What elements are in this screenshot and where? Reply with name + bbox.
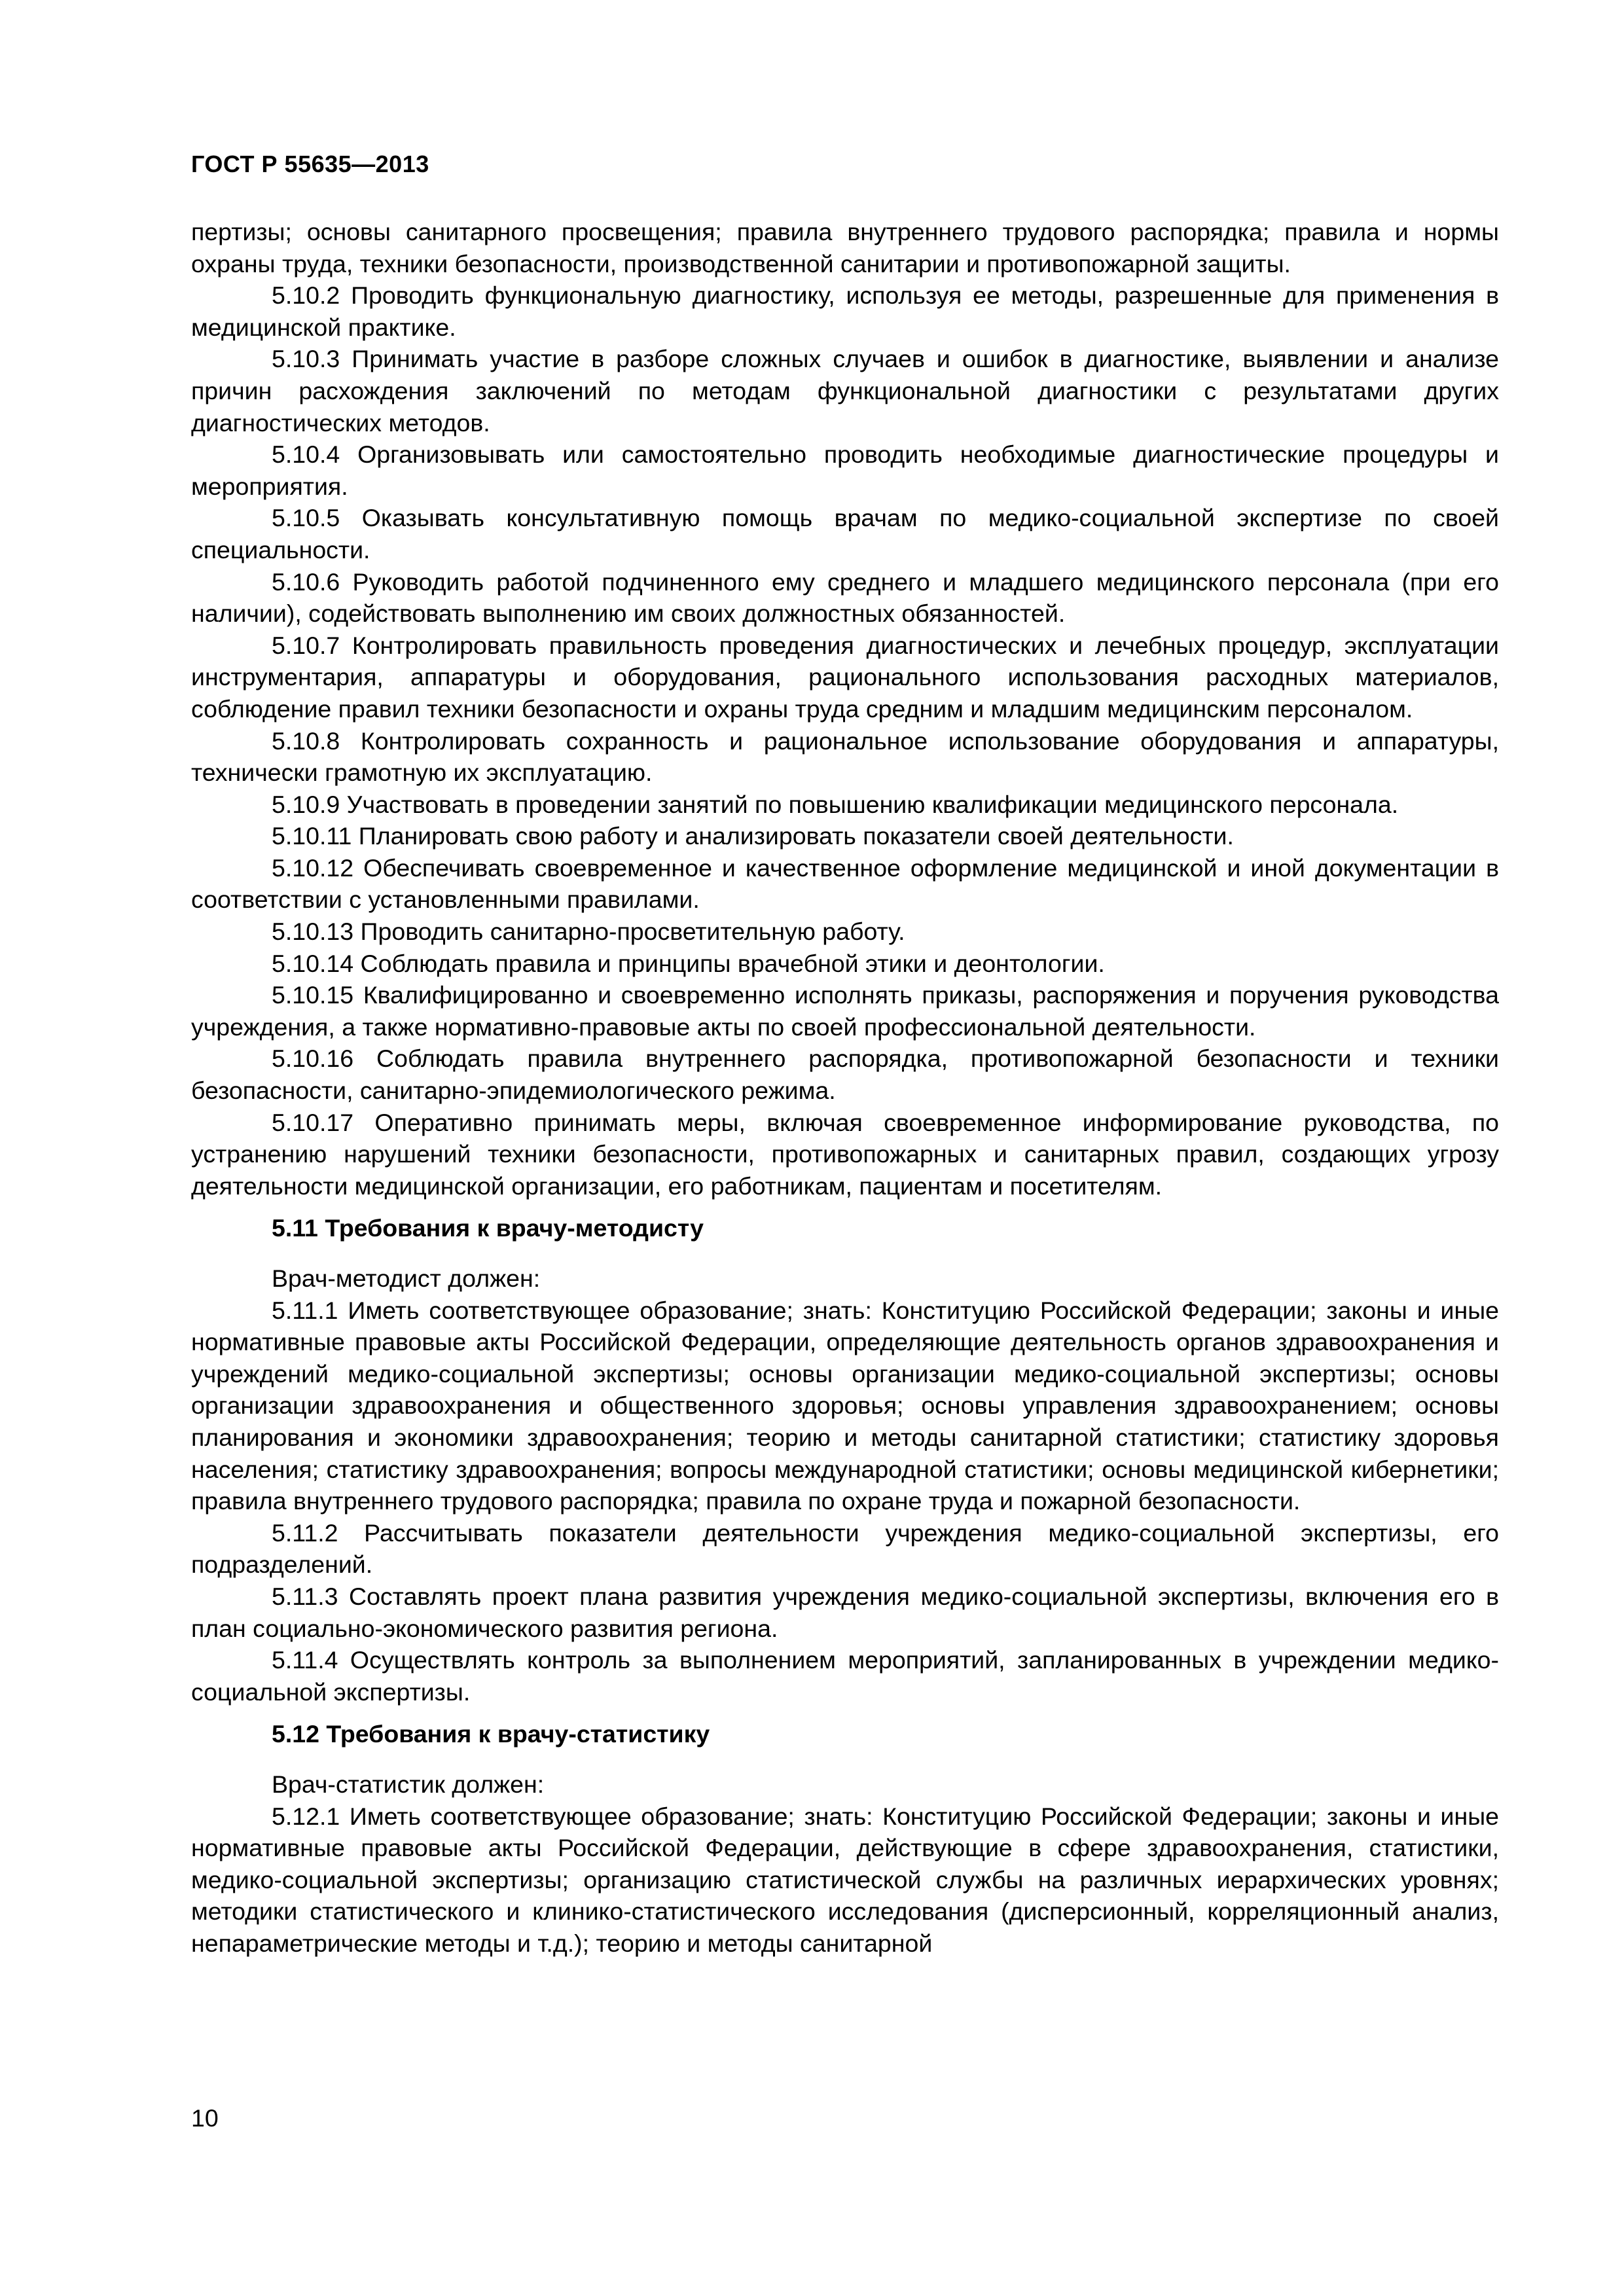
- page-number: 10: [191, 2104, 219, 2132]
- paragraph-5-11-2: 5.11.2 Рассчитывать показатели деятельности учреждения медико-социальной экспертизы, его подразделений.: [191, 1518, 1499, 1579]
- paragraph-5-10-11: 5.10.11 Планировать свою работу и анализировать показатели своей деятельности.: [272, 822, 1234, 850]
- paragraph-5-10-8: 5.10.8 Контролировать сохранность и рациональное использование оборудования и аппаратуры, технически грамотную их эксплуатацию.: [191, 726, 1499, 787]
- section-heading-5-11: 5.11 Требования к врачу-методисту: [272, 1214, 704, 1242]
- paragraph-5-10-6: 5.10.6 Руководить работой подчиненного ему среднего и младшего медицинского персонала (при его наличии), содействовать выполнению им своих должностных обязанностей.: [191, 567, 1499, 628]
- document-body: [191, 216, 1499, 1959]
- paragraph-5-10-7: 5.10.7 Контролировать правильность проведения диагностических и лечебных процедур, эксплуатации инструментария, аппаратуры и оборудования, рационального использования расходных материалов, соблюдение правил техники безопасности и охраны труда средним и младшим медицинским персоналом.: [191, 631, 1499, 723]
- paragraph-5-12-intro: Врач-статистик должен:: [272, 1770, 545, 1798]
- paragraph-5-12-1: 5.12.1 Иметь соответствующее образование; знать: Конституцию Российской Федерации; законы и иные нормативные правовые акты Российской Федерации, действующие в сфере здравоохранения, статистики, медико-социальной экспертизы; организацию статистической службы на различных иерархических уровнях; методики статистического и клинико-статистического исследования (дисперсионный, корреляционный анализ, непараметрические методы и т.д.); теорию и методы санитарной: [191, 1802, 1499, 1957]
- paragraph-5-10-12: 5.10.12 Обеспечивать своевременное и качественное оформление медицинской и иной документации в соответствии с установленными правилами.: [191, 853, 1499, 914]
- paragraph-5-10-5: 5.10.5 Оказывать консультативную помощь врачам по медико-социальной экспертизе по своей специальности.: [191, 504, 1499, 564]
- paragraph-5-11-intro: Врач-методист должен:: [272, 1265, 541, 1292]
- paragraph: пертизы; основы санитарного просвещения; правила внутреннего трудового распорядка; правила и нормы охраны труда, техники безопасности, производственной санитарии и противопожарной защиты.: [191, 218, 1499, 278]
- paragraph-5-10-17: 5.10.17 Оперативно принимать меры, включая своевременное информирование руководства, по устранению нарушений техники безопасности, противопожарных и санитарных правил, создающих угрозу деятельности медицинской организации, его работникам, пациентам и посетителям.: [191, 1108, 1499, 1200]
- paragraph-5-11-3: 5.11.3 Составлять проект плана развития учреждения медико-социальной экспертизы, включения его в план социально-экономического развития региона.: [191, 1582, 1499, 1642]
- paragraph-5-10-3: 5.10.3 Принимать участие в разборе сложных случаев и ошибок в диагностике, выявлении и анализе причин расхождения заключений по методам функциональной диагностики с результатами других диагностических методов.: [191, 345, 1499, 437]
- paragraph-5-10-2: 5.10.2 Проводить функциональную диагностику, используя ее методы, разрешенные для применения в медицинской практике.: [191, 281, 1499, 341]
- paragraph-5-11-1: 5.11.1 Иметь соответствующее образование; знать: Конституцию Российской Федерации; законы и иные нормативные правовые акты Российской Федерации, определяющие деятельность органов здравоохранения и учреждений медико-социальной экспертизы; основы организации медико-социальной экспертизы; основы организации здравоохранения и общественного здоровья; основы управления здравоохранением; основы планирования и экономики здравоохранения; теорию и методы санитарной статистики; статистику здоровья населения; статистику здравоохранения; вопросы международной статистики; основы медицинской кибернетики; правила внутреннего трудового распорядка; правила по охране труда и пожарной безопасности.: [191, 1296, 1499, 1515]
- paragraph-5-10-13: 5.10.13 Проводить санитарно-просветительную работу.: [272, 918, 905, 946]
- paragraph-5-10-15: 5.10.15 Квалифицированно и своевременно исполнять приказы, распоряжения и поручения руководства учреждения, а также нормативно-правовые акты по своей профессиональной деятельности.: [191, 981, 1499, 1041]
- paragraph-5-10-16: 5.10.16 Соблюдать правила внутреннего распорядка, противопожарной безопасности и техники безопасности, санитарно-эпидемиологического режима.: [191, 1045, 1499, 1105]
- paragraph-5-11-4: 5.11.4 Осуществлять контроль за выполнением мероприятий, запланированных в учреждении медико-социальной экспертизы.: [191, 1646, 1499, 1706]
- paragraph-5-10-14: 5.10.14 Соблюдать правила и принципы врачебной этики и деонтологии.: [272, 949, 1105, 977]
- paragraph-5-10-4: 5.10.4 Организовывать или самостоятельно проводить необходимые диагностические процедуры и мероприятия.: [191, 440, 1499, 500]
- section-heading-5-12: 5.12 Требования к врачу-статистику: [272, 1720, 710, 1748]
- document-header: ГОСТ Р 55635—2013: [191, 151, 429, 177]
- paragraph-5-10-9: 5.10.9 Участвовать в проведении занятий по повышению квалификации медицинского персонала.: [272, 790, 1399, 818]
